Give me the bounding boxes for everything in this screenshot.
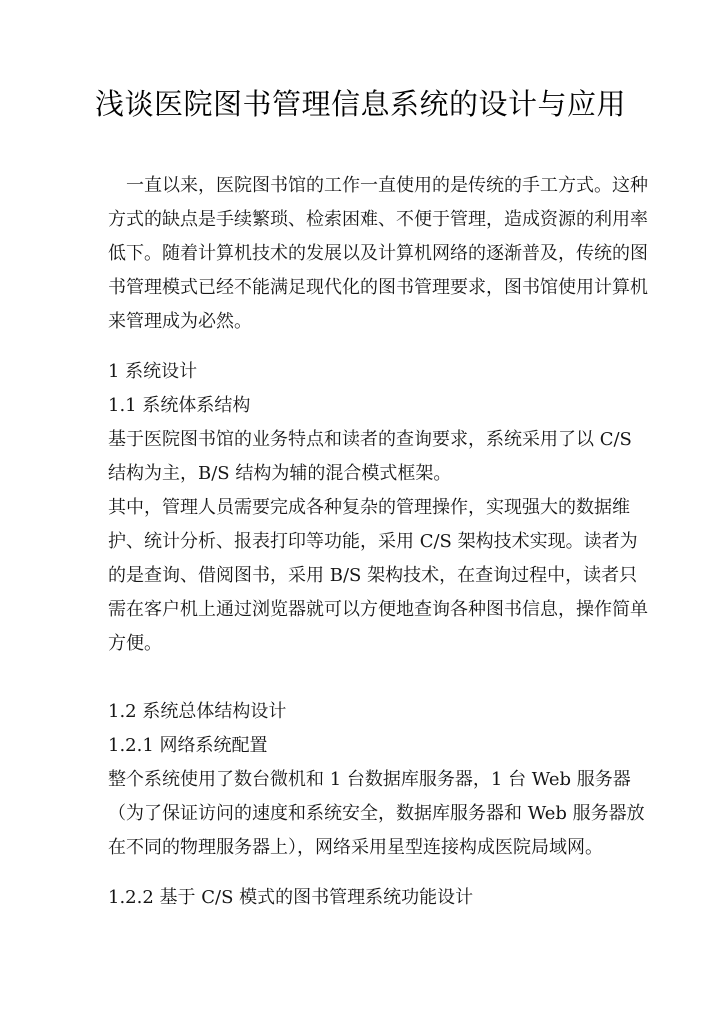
paragraph-line: 其中，管理人员需要完成各种复杂的管理操作，实现强大的数据维	[108, 497, 630, 518]
document-title: 浅谈医院图书管理信息系统的设计与应用	[94, 87, 626, 121]
paragraph-line: 整个系统使用了数台微机和 1 台数据库服务器，1 台 Web 服务器	[108, 769, 631, 790]
paragraph-line: 书管理模式已经不能满足现代化的图书管理要求，图书馆使用计算机	[108, 277, 648, 298]
section-heading: 1.2.2 基于 C/S 模式的图书管理系统功能设计	[108, 887, 474, 908]
paragraph-line: （为了保证访问的速度和系统安全，数据库服务器和 Web 服务器放	[108, 803, 645, 824]
paragraph-line: 结构为主，B/S 结构为辅的混合模式框架。	[108, 463, 452, 484]
paragraph-line: 方式的缺点是手续繁琐、检索困难、不便于管理，造成资源的利用率	[108, 209, 648, 230]
section-heading: 1.1 系统体系结构	[108, 395, 251, 416]
paragraph-line: 的是查询、借阅图书，采用 B/S 架构技术，在查询过程中，读者只	[108, 565, 638, 586]
paragraph-line: 一直以来，医院图书馆的工作一直使用的是传统的手工方式。这种	[108, 175, 648, 196]
paragraph-line: 来管理成为必然。	[108, 311, 252, 332]
paragraph-line: 低下。随着计算机技术的发展以及计算机网络的逐渐普及，传统的图	[108, 243, 648, 264]
paragraph-line: 在不同的物理服务器上），网络采用星型连接构成医院局域网。	[108, 837, 603, 858]
paragraph-line: 护、统计分析、报表打印等功能，采用 C/S 架构技术实现。读者为	[108, 531, 638, 552]
paragraph-line: 基于医院图书馆的业务特点和读者的查询要求，系统采用了以 C/S	[108, 429, 632, 450]
section-heading: 1.2 系统总体结构设计	[108, 701, 287, 722]
section-heading: 1.2.1 网络系统配置	[108, 735, 268, 756]
paragraph-line: 需在客户机上通过浏览器就可以方便地查询各种图书信息，操作简单	[108, 599, 648, 620]
section-heading: 1 系统设计	[108, 361, 198, 382]
paragraph-line: 方便。	[108, 633, 162, 654]
